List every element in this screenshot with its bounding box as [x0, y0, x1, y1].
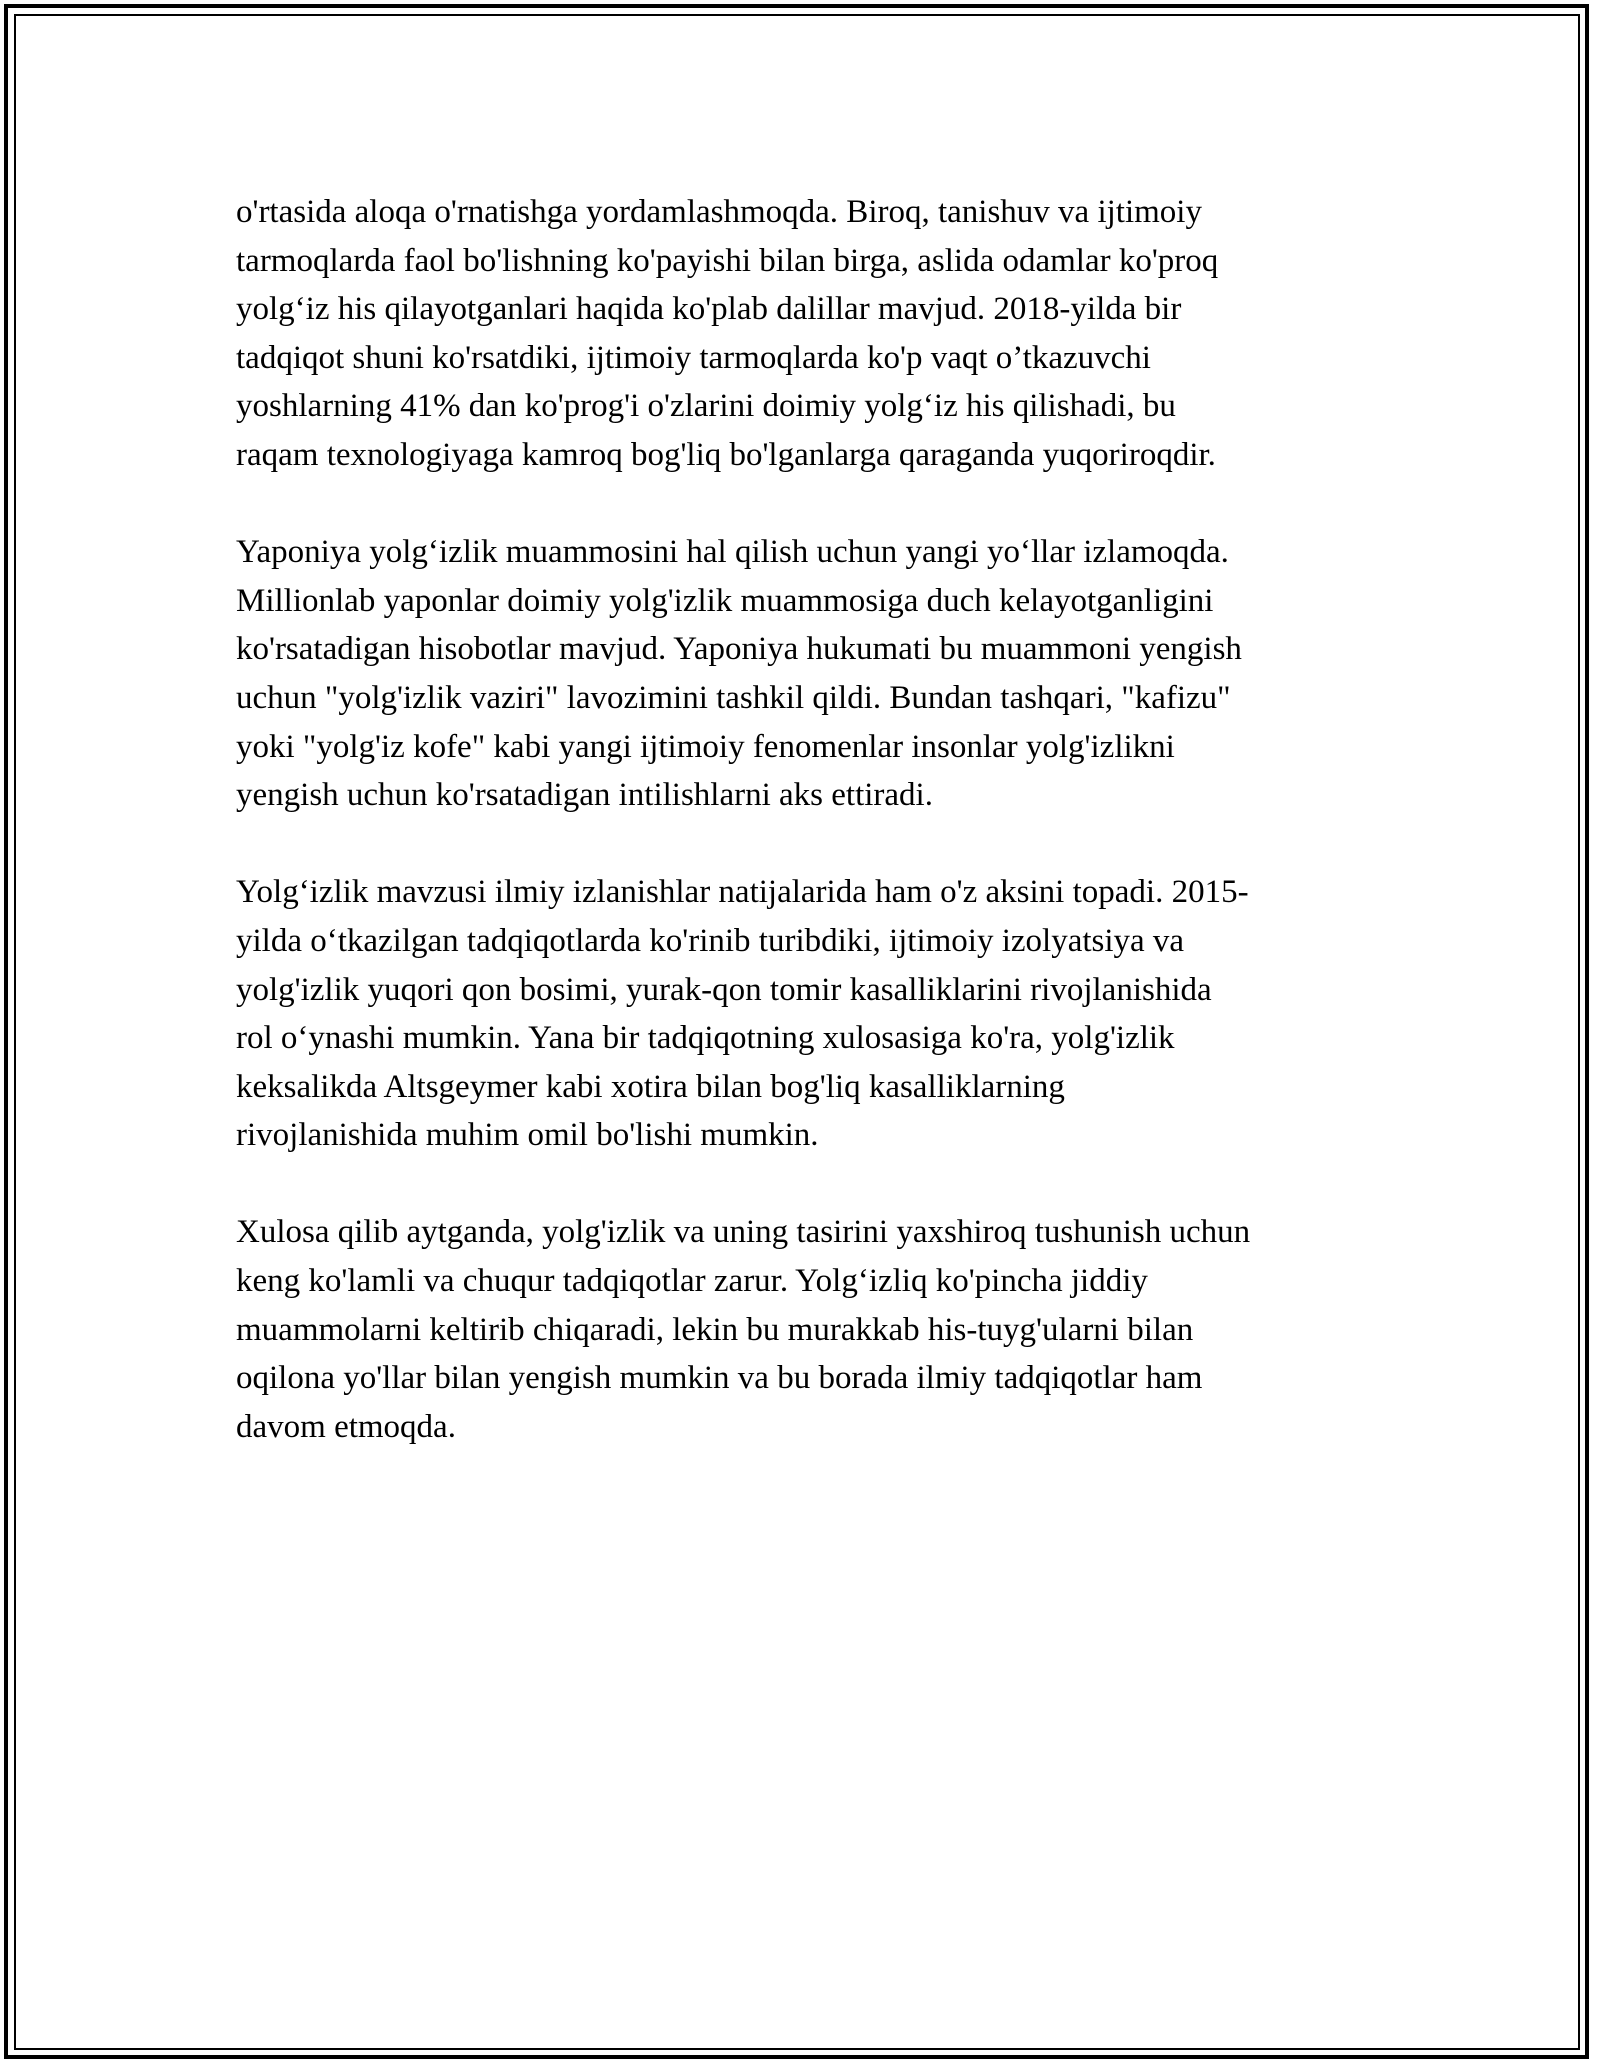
paragraph — [236, 528, 1386, 820]
text-line: o'rtasida aloqa o'rnatishga yordamlashmoqda. Biroq, tanishuv va ijtimoiy — [236, 194, 1202, 230]
paragraph — [236, 1208, 1386, 1451]
text-line: muammolarni keltirib chiqaradi, lekin bu murakkab his-tuyg'ularni bilan — [236, 1311, 1194, 1348]
paragraph — [236, 188, 1386, 480]
text-line: yolg‘iz his qilayotganlari haqida ko'plab dalillar mavjud. 2018-yilda bir — [236, 291, 1182, 328]
text-line: raqam texnologiyaga kamroq bog'liq bo'lganlarga qaraganda yuqoriroqdir. — [236, 436, 1216, 473]
text-line: Millionlab yaponlar doimiy yolg'izlik muammosiga duch kelayotganligini — [236, 582, 1214, 619]
text-line: tadqiqot shuni ko'rsatdiki, ijtimoiy tarmoqlarda ko'p vaqt o’tkazuvchi — [236, 339, 1151, 376]
text-line: yoshlarning 41% dan ko'prog'i o'zlarini doimiy yolg‘iz his qilishadi, bu — [236, 388, 1176, 425]
text-line: tarmoqlarda faol bo'lishning ko'payishi bilan birga, aslida odamlar ko'proq — [236, 242, 1219, 279]
text-line: yilda o‘tkazilgan tadqiqotlarda ko'rinib turibdiki, ijtimoiy izolyatsiya va — [236, 922, 1185, 959]
text-line: yoki "yolg'iz kofe" kabi yangi ijtimoiy fenomenlar insonlar yolg'izlikni — [236, 728, 1175, 765]
document-body — [236, 188, 1386, 1451]
text-line: uchun "yolg'izlik vaziri" lavozimini tashkil qildi. Bundan tashqari, "kafizu" — [236, 679, 1231, 716]
paragraph — [236, 868, 1386, 1160]
text-line: yolg'izlik yuqori qon bosimi, yurak-qon tomir kasalliklarini rivojlanishida — [236, 971, 1212, 1008]
text-line: keng ko'lamli va chuqur tadqiqotlar zarur. Yolg‘izliq ko'pincha jiddiy — [236, 1263, 1148, 1300]
text-line: Yolg‘izlik mavzusi ilmiy izlanishlar natijalarida ham o'z aksini topadi. 2015- — [236, 874, 1249, 911]
text-line: yengish uchun ko'rsatadigan intilishlarni aks ettiradi. — [236, 777, 933, 814]
text-line: ko'rsatadigan hisobotlar mavjud. Yaponiya hukumati bu muammoni yengish — [236, 631, 1242, 668]
text-line: rol o‘ynashi mumkin. Yana bir tadqiqotning xulosasiga ko'ra, yolg'izlik — [236, 1020, 1175, 1057]
text-line: davom etmoqda. — [236, 1408, 456, 1445]
text-line: keksalikda Altsgeymer kabi xotira bilan bog'liq kasalliklarning — [236, 1068, 1065, 1105]
text-line: Xulosa qilib aytganda, yolg'izlik va uning tasirini yaxshiroq tushunish uchun — [236, 1214, 1251, 1251]
text-line: rivojlanishida muhim omil bo'lishi mumkin. — [236, 1117, 819, 1154]
text-line: oqilona yo'llar bilan yengish mumkin va bu borada ilmiy tadqiqotlar ham — [236, 1360, 1203, 1397]
text-line: Yaponiya yolg‘izlik muammosini hal qilish uchun yangi yo‘llar izlamoqda. — [236, 534, 1229, 571]
